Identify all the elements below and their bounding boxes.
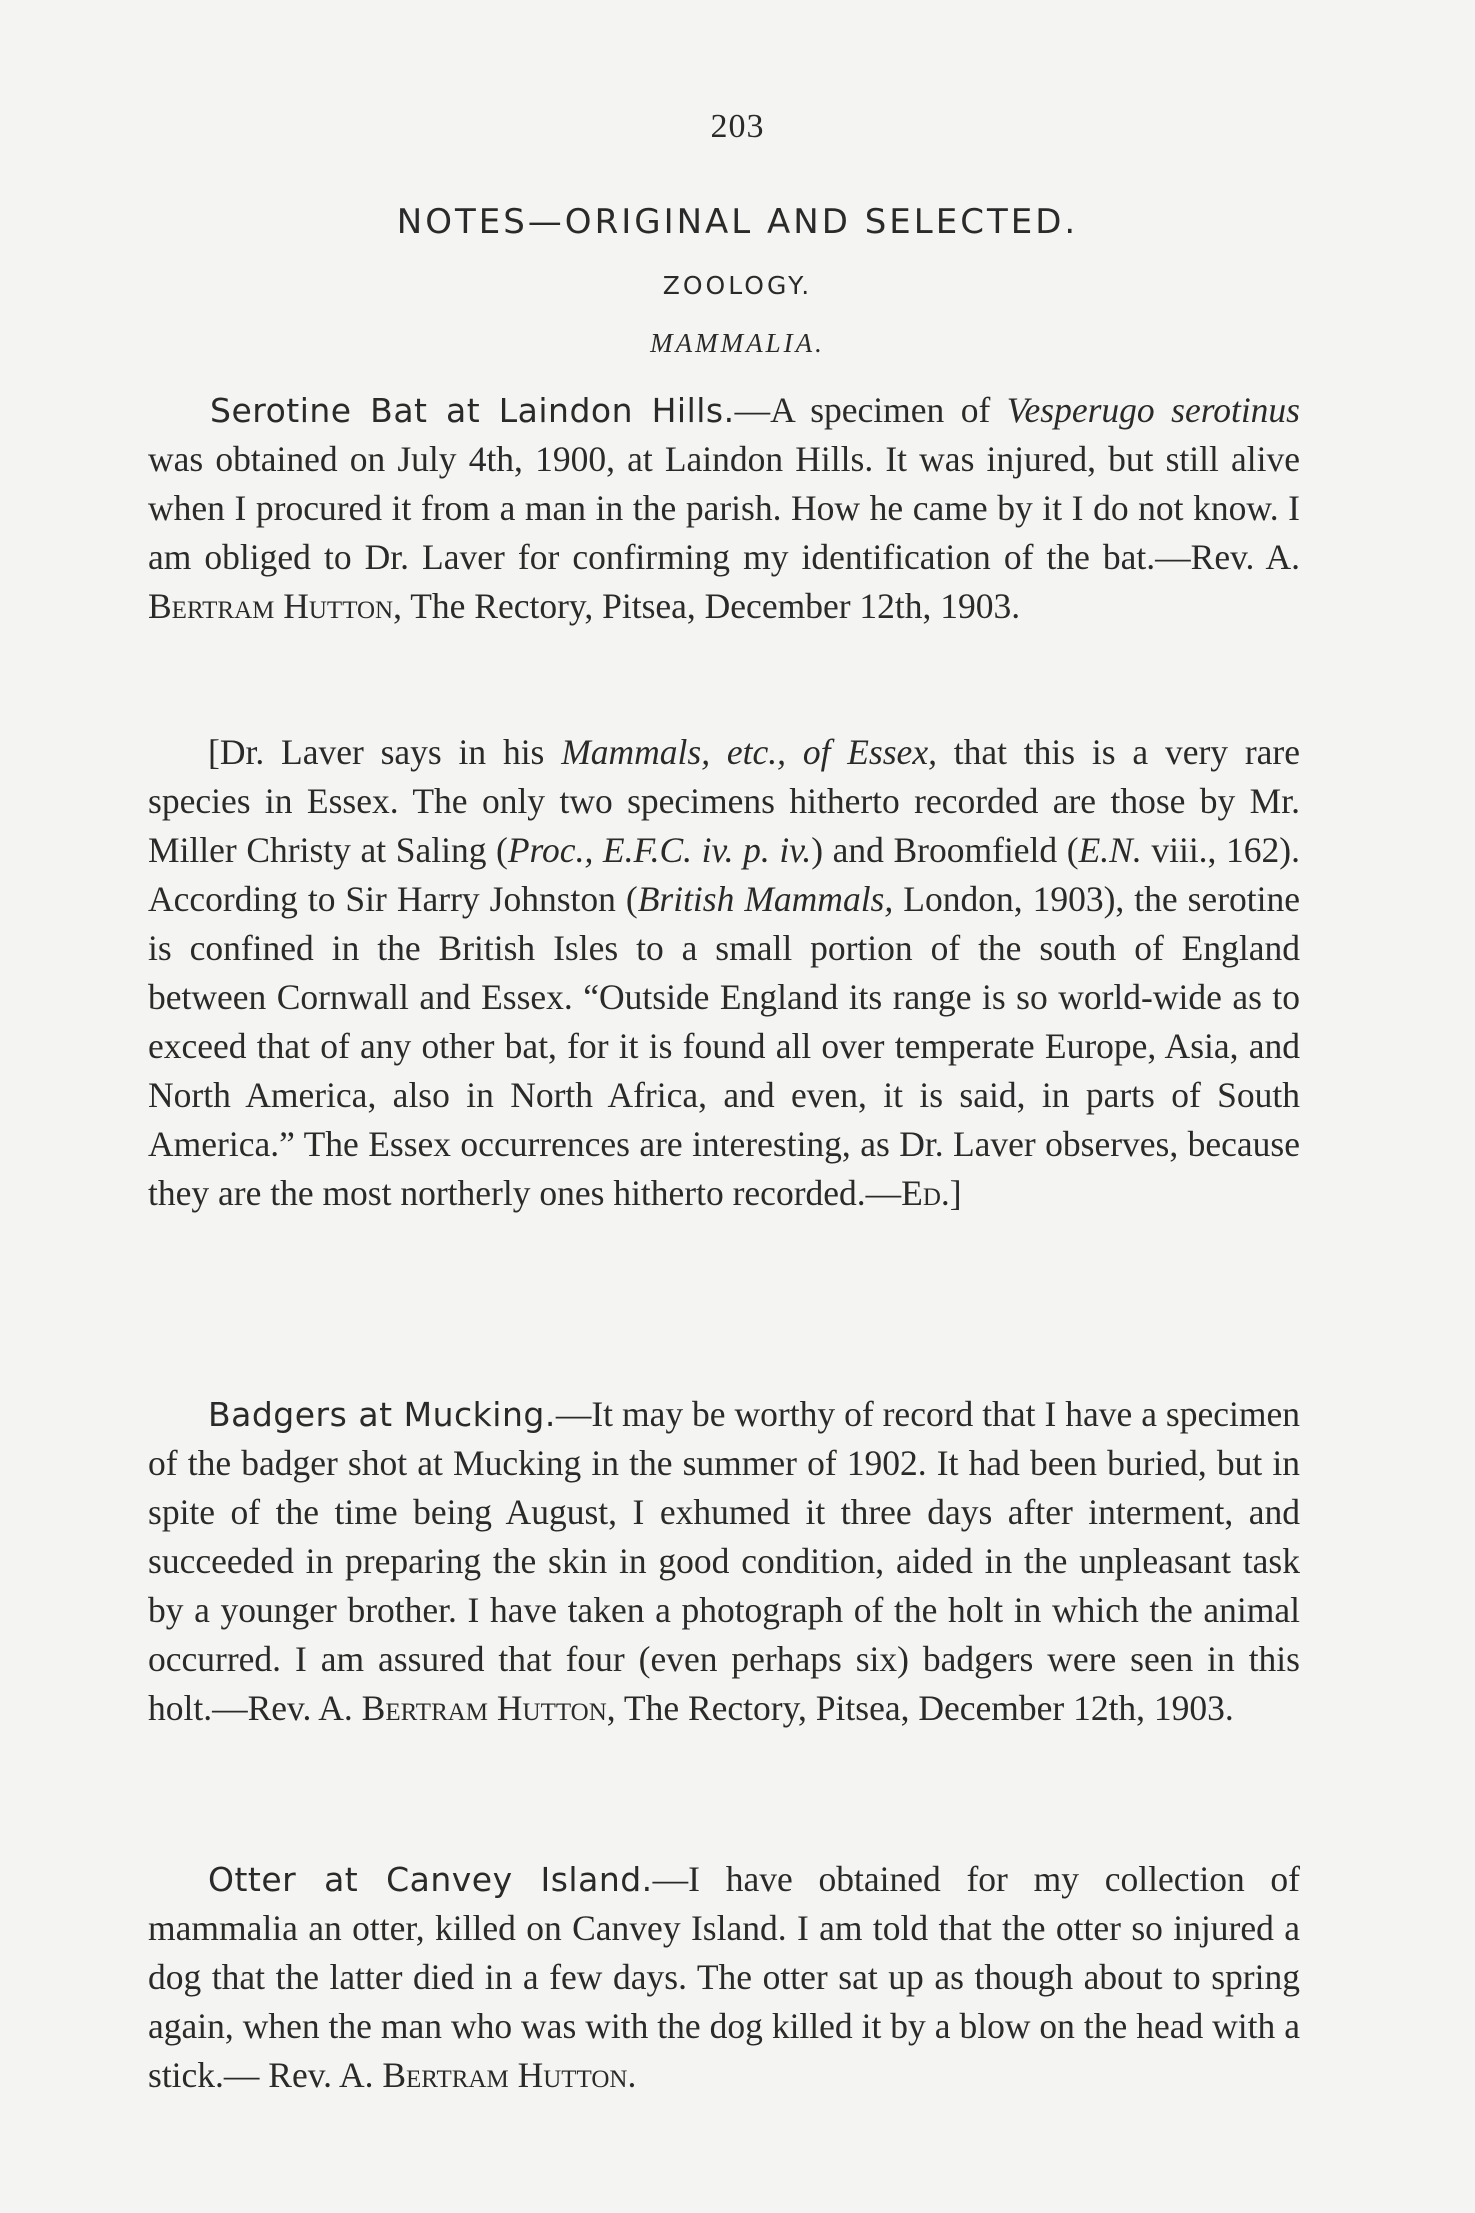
note-text: ] — [949, 1173, 962, 1213]
book-title: British Mammals, — [637, 879, 894, 919]
reference: Proc., E.F.C. iv. p. iv. — [507, 830, 812, 870]
page-heading: NOTES—ORIGINAL AND SELECTED. — [396, 202, 1079, 242]
note-otter — [148, 1855, 1300, 2100]
author-name: Bertram Hutton — [148, 586, 394, 626]
note-text: viii., 162). According to Sir Harry Johnston ( — [148, 830, 1300, 919]
author-name: Bertram Hutton — [361, 1688, 607, 1728]
note-text: was obtained on July 4th, 1900, at Laindon Hills. It was injured, but still alive when I procured it from a man in the parish. How he came by it I do not know. I am obliged to Dr. Laver for confirming my identification of the bat.—Rev. A. — [148, 439, 1300, 577]
note-serotine-bat — [148, 386, 1300, 631]
note-text: , The Rectory, Pitsea, December 12th, 1903. — [606, 1688, 1234, 1728]
author-name: Bertram Hutton — [382, 2055, 628, 2095]
note-text: , The Rectory, Pitsea, December 12th, 1903. — [393, 586, 1021, 626]
page-number: 203 — [710, 108, 765, 145]
note-text: ) and Broomfield ( — [811, 830, 1079, 870]
note-title: Otter at Canvey Island. — [208, 1860, 653, 1899]
note-text: —I have obtained for my collection of mammalia an otter, killed on Canvey Island. I am told that the otter so injured a dog that the latter died in a few days. The otter sat up as though about to spring again, when the man who was with the dog killed it by a blow on the head with a stick.— Rev. A. — [148, 1859, 1301, 2095]
note-title: Badgers at Mucking. — [208, 1395, 556, 1434]
species-name: Vesperugo serotinus — [1006, 390, 1300, 430]
note-text: —A specimen of — [734, 390, 1007, 430]
note-text: London, 1903), the serotine is confined in the British Isles to a small portion of the south of England between Cornwall and Essex. “Outside England its range is so world-wide as to exceed that of any other bat, for it is found all over temperate Europe, Asia, and North America, also in North Africa, and even, it is said, in parts of South America.” The Essex occurrences are interesting, as Dr. Laver observes, because they are the most northerly ones hitherto recorded.— — [148, 879, 1300, 1213]
reference: E.N. — [1078, 830, 1142, 870]
editor-signature: Ed. — [901, 1173, 950, 1213]
note-badgers — [148, 1390, 1300, 1733]
note-title: Serotine Bat at Laindon Hills. — [210, 391, 735, 430]
subsection-title: MAMMALIA. — [650, 328, 825, 358]
editor-note — [148, 728, 1300, 1218]
section-title: ZOOLOGY. — [662, 271, 813, 300]
note-text: —It may be worthy of record that I have a specimen of the badger shot at Mucking in the summer of 1902. It had been buried, but in spite of the time being August, I exhumed it three days after interment, and succeeded in preparing the skin in good condition, aided in the unpleasant task by a younger brother. I have taken a photograph of the holt in which the animal occurred. I am assured that four (even perhaps six) badgers were seen in this holt.—Rev. A. — [148, 1394, 1300, 1728]
book-title: Mammals, etc., of Essex, — [561, 732, 937, 772]
note-text: that this is a very rare species in Essex. The only two specimens hitherto recorded are those by Mr. Miller Christy at Saling ( — [148, 732, 1300, 870]
note-text: . — [627, 2055, 637, 2095]
note-text: [Dr. Laver says in his — [208, 732, 562, 772]
